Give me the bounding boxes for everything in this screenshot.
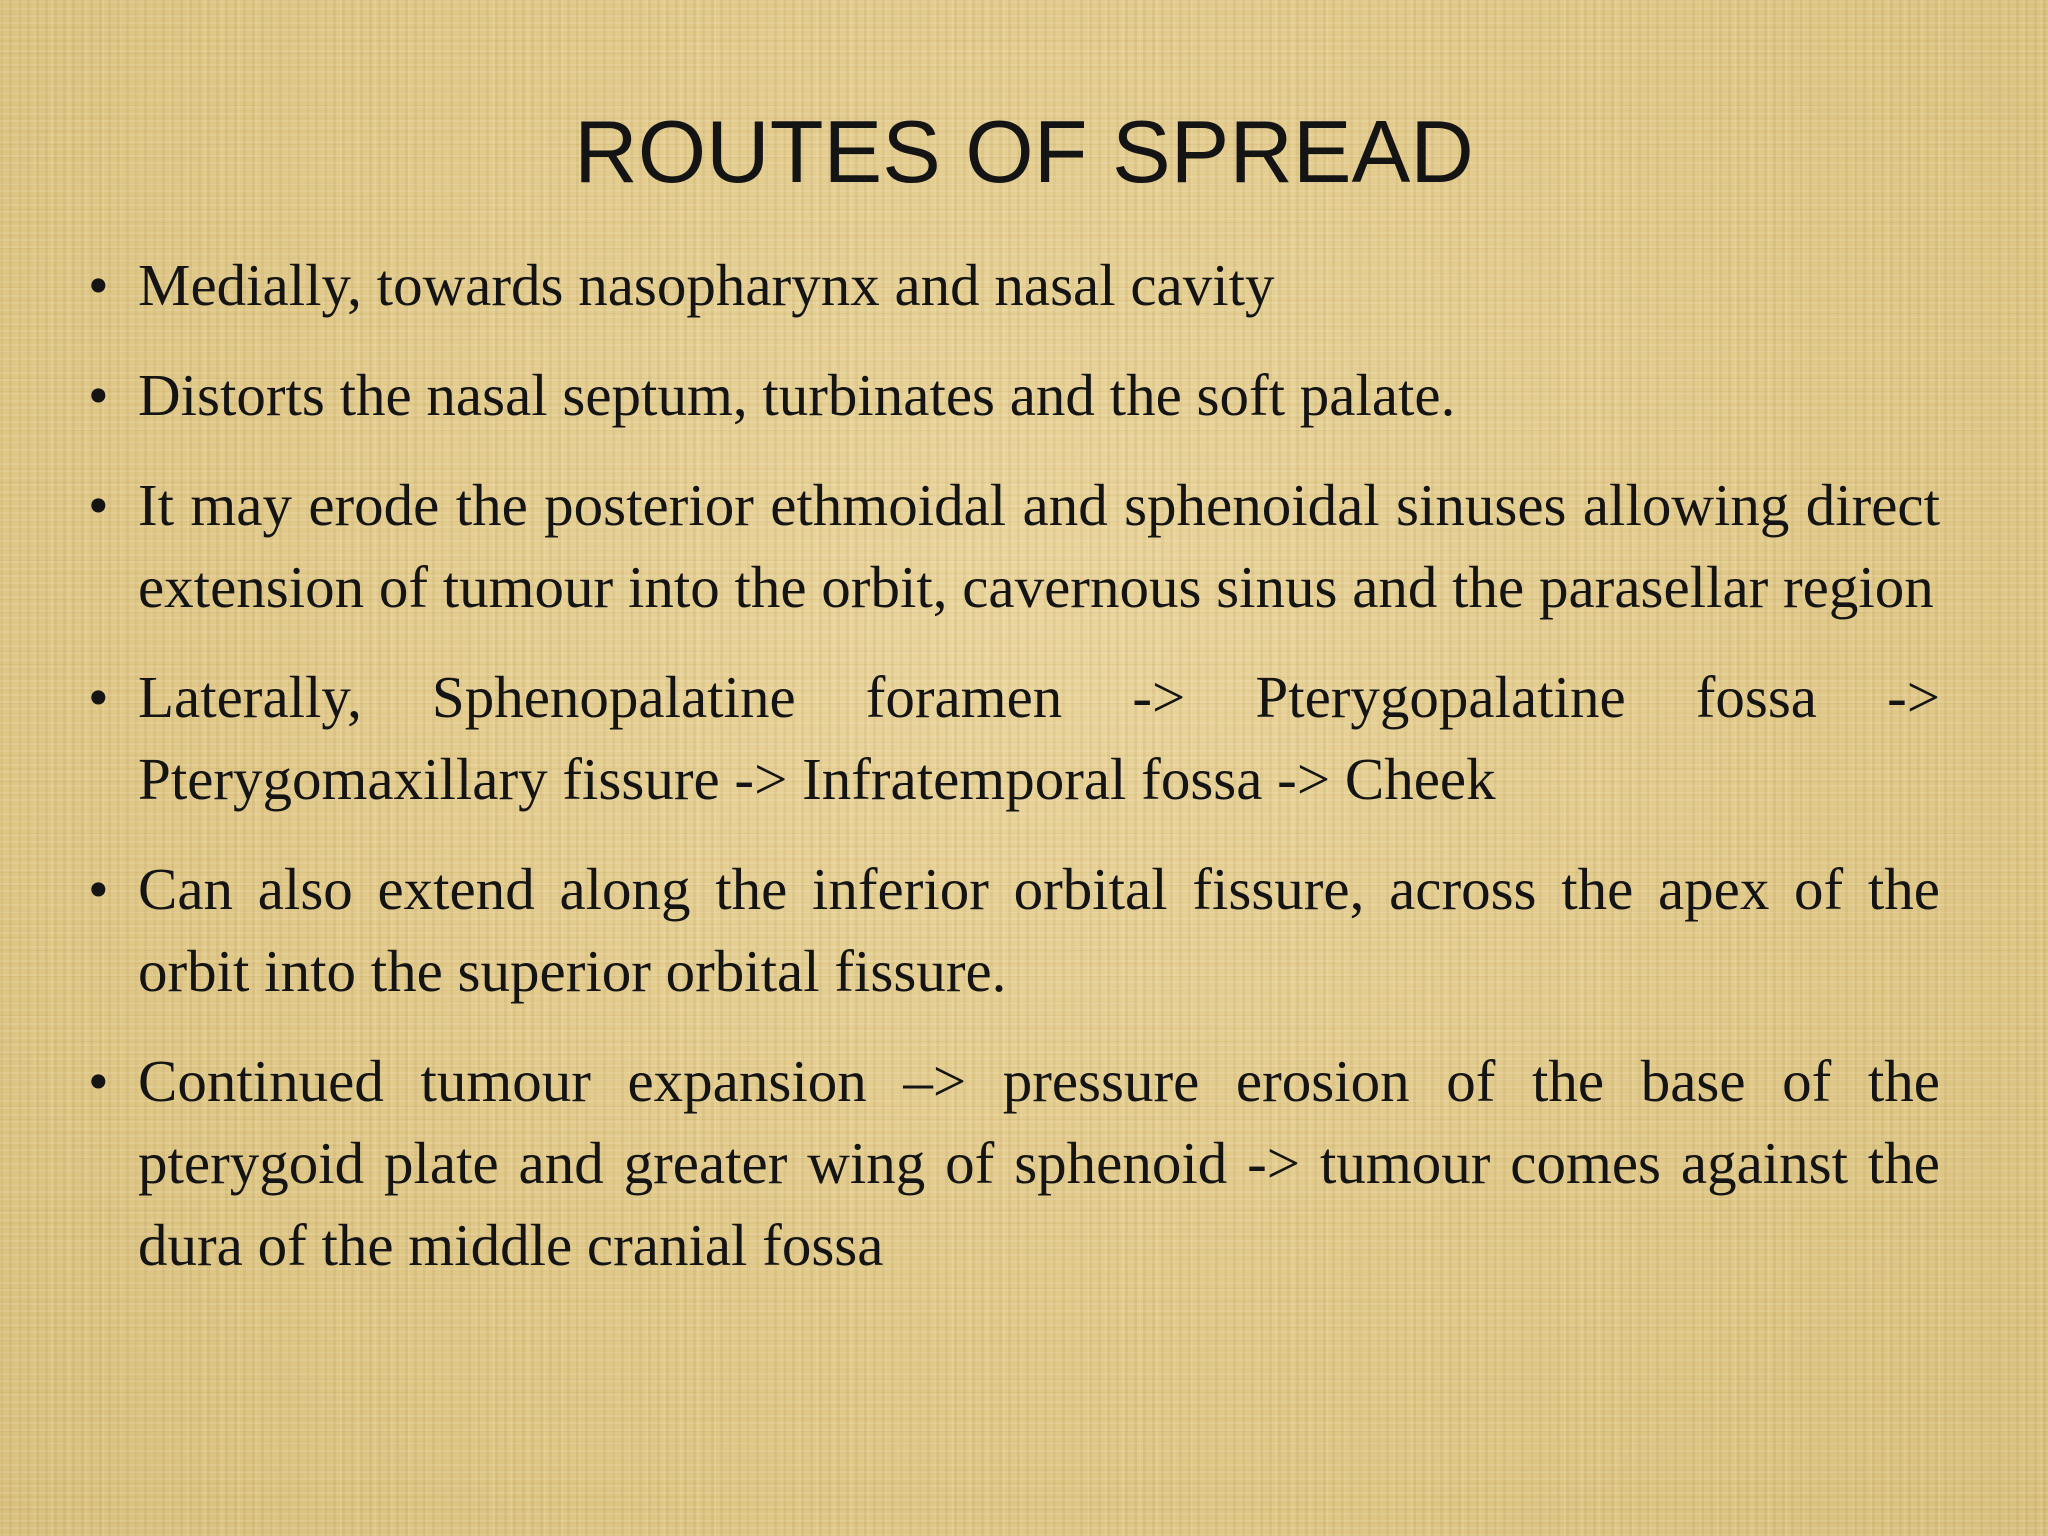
bullet-marker: •: [88, 252, 109, 318]
bullet-text: Medially, towards nasopharynx and nasal cavity: [138, 252, 1275, 318]
bullet-list: [88, 244, 1940, 1314]
bullet-marker: •: [88, 664, 109, 730]
bullet-text: Can also extend along the inferior orbital fissure, across the apex of the orbit into the superior orbital fissure.: [138, 856, 1940, 1004]
bullet-marker: •: [88, 472, 109, 538]
slide-title: ROUTES OF SPREAD: [574, 102, 1474, 201]
bullet-item-3: [88, 464, 1940, 628]
bullet-text: Continued tumour expansion –> pressure erosion of the base of the pterygoid plate and greater wing of sphenoid -> tumour comes against the dura of the middle cranial fossa: [138, 1048, 1940, 1278]
bullet-item-1: [88, 244, 1940, 326]
bullet-text: Distorts the nasal septum, turbinates and the soft palate.: [138, 362, 1456, 428]
bullet-item-5: [88, 848, 1940, 1012]
bullet-text: Laterally, Sphenopalatine foramen -> Pterygopalatine fossa -> Pterygomaxillary fissure -> Infratemporal fossa -> Cheek: [138, 664, 1940, 812]
bullet-item-2: [88, 354, 1940, 436]
bullet-item-4: [88, 656, 1940, 820]
bullet-text: It may erode the posterior ethmoidal and sphenoidal sinuses allowing direct extension of tumour into the orbit, cavernous sinus and the parasellar region: [138, 472, 1940, 620]
bullet-marker: •: [88, 362, 109, 428]
bullet-item-6: [88, 1040, 1940, 1286]
bullet-marker: •: [88, 1048, 109, 1114]
bullet-marker: •: [88, 856, 109, 922]
